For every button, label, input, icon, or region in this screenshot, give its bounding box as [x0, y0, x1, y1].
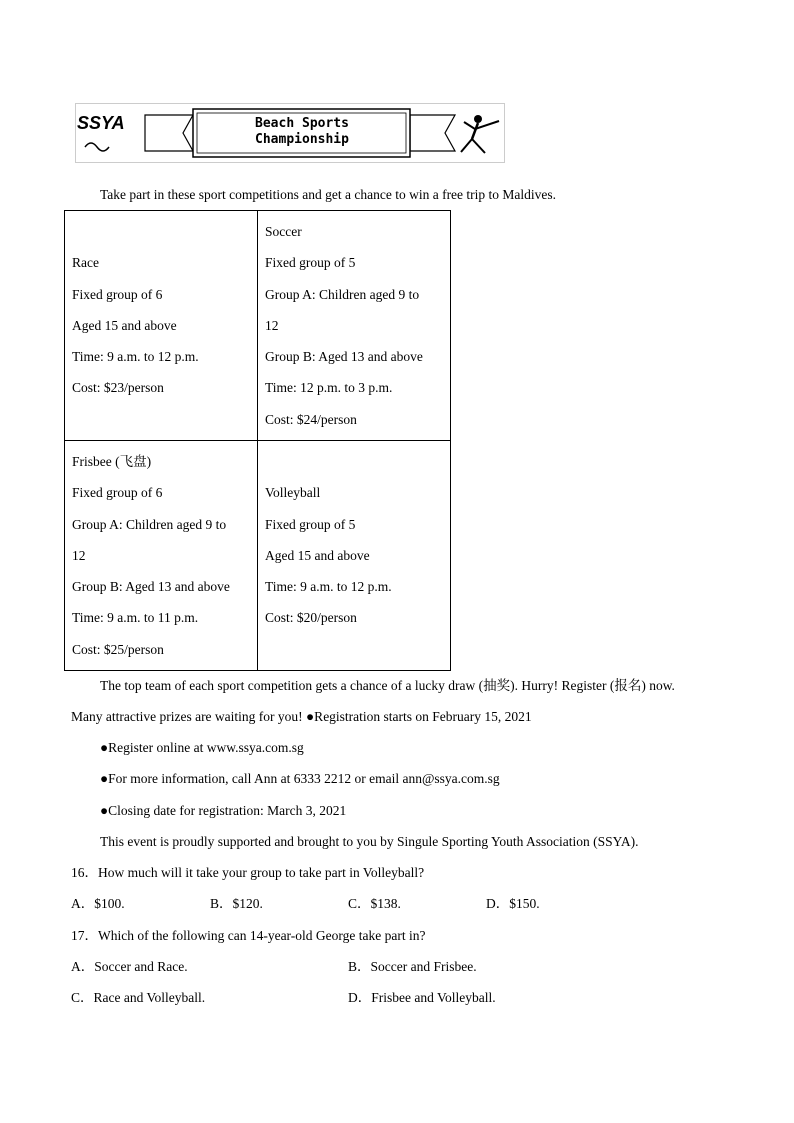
race-age: Aged 15 and above: [72, 317, 177, 333]
soccer-group: Fixed group of 5: [265, 255, 356, 271]
soccer-time: Time: 12 p.m. to 3 p.m.: [265, 380, 393, 396]
frisbee-group: Fixed group of 6: [72, 485, 163, 501]
race-name: Race: [72, 255, 99, 271]
register-online-bullet: ●Register online at www.ssya.com.sg: [100, 740, 304, 755]
frisbee-name: Frisbee (飞盘): [72, 454, 152, 470]
sponsor-text: This event is proudly supported and brought to you by Singule Sporting Youth Association (SSYA).: [100, 834, 639, 849]
prizes-text: Many attractive prizes are waiting for you! ●Registration starts on February 15, 2021: [71, 709, 532, 724]
logo-text: SSYA: [77, 113, 125, 133]
q17-option-c: C．Race and Volleyball.: [71, 990, 206, 1005]
race-cost: Cost: $23/person: [72, 380, 164, 396]
race-group: Fixed group of 6: [72, 286, 163, 302]
q16-option-c: C．$138.: [348, 896, 401, 911]
q17-option-a: A．Soccer and Race.: [71, 959, 188, 974]
soccer-cell: [258, 211, 451, 441]
race-time: Time: 9 a.m. to 12 p.m.: [72, 349, 199, 365]
frisbee-cell: [65, 441, 258, 671]
volleyball-group: Fixed group of 5: [265, 516, 356, 532]
banner-title-line2: Championship: [255, 132, 349, 147]
banner-graphic: [75, 103, 505, 163]
frisbee-group-a-cont: 12: [72, 547, 86, 563]
frisbee-group-a: Group A: Children aged 9 to: [72, 516, 227, 532]
soccer-cost: Cost: $24/person: [265, 411, 357, 427]
volleyball-time: Time: 9 a.m. to 12 p.m.: [265, 579, 392, 595]
q17-option-d: D．Frisbee and Volleyball.: [348, 990, 496, 1005]
race-cell: [65, 211, 258, 441]
soccer-group-a-cont: 12: [265, 317, 279, 333]
volleyball-age: Aged 15 and above: [265, 547, 370, 563]
sports-table: [64, 210, 451, 671]
q16-option-b: B．$120.: [210, 896, 263, 911]
championship-banner: [75, 103, 505, 163]
question-16: 16．How much will it take your group to take part in Volleyball?: [71, 865, 425, 880]
soccer-group-a: Group A: Children aged 9 to: [265, 286, 420, 302]
soccer-name: Soccer: [265, 224, 302, 240]
volleyball-name: Volleyball: [265, 485, 321, 501]
q17-option-b: B．Soccer and Frisbee.: [348, 959, 477, 974]
q16-option-a: A．$100.: [71, 896, 125, 911]
soccer-group-b: Group B: Aged 13 and above: [265, 349, 423, 365]
frisbee-cost: Cost: $25/person: [72, 641, 164, 657]
contact-info-bullet: ●For more information, call Ann at 6333 2212 or email ann@ssya.com.sg: [100, 771, 500, 786]
volleyball-cost: Cost: $20/person: [265, 610, 357, 626]
frisbee-group-b: Group B: Aged 13 and above: [72, 579, 230, 595]
volleyball-cell: [258, 441, 451, 671]
lucky-draw-text: The top team of each sport competition gets a chance of a lucky draw (抽奖). Hurry! Register (报名) now.: [100, 678, 675, 693]
intro-text: Take part in these sport competitions and get a chance to win a free trip to Maldives.: [100, 187, 557, 202]
question-17: 17．Which of the following can 14-year-old George take part in?: [71, 928, 426, 943]
banner-title-line1: Beach Sports: [255, 116, 349, 131]
frisbee-time: Time: 9 a.m. to 11 p.m.: [72, 610, 199, 626]
closing-date-bullet: ●Closing date for registration: March 3, 2021: [100, 803, 347, 818]
q16-option-d: D．$150.: [486, 896, 540, 911]
